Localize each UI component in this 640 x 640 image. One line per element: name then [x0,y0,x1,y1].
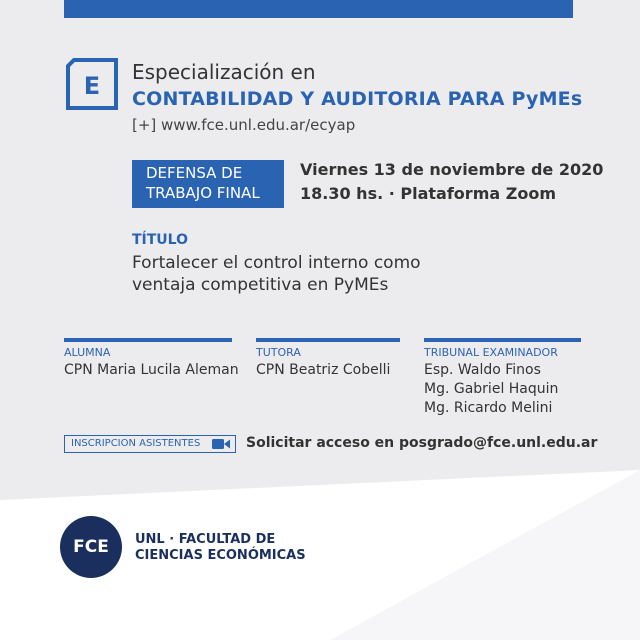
video-camera-icon [212,438,230,450]
tutora-divider [256,338,400,342]
event-time-place: 18.30 hs. · Plataforma Zoom [300,184,556,203]
faculty-line2: CIENCIAS ECONÓMICAS [135,548,306,563]
defensa-badge [132,160,284,208]
tribunal-label: TRIBUNAL EXAMINADOR [424,346,558,359]
program-line1: Especialización en [132,60,316,84]
svg-text:E: E [83,72,101,100]
tribunal-divider [424,338,581,342]
titulo-label: TÍTULO [132,232,188,248]
program-url-link[interactable]: [+] www.fce.unl.edu.ar/ecyap [132,116,356,134]
event-date: Viernes 13 de noviembre de 2020 [300,160,604,179]
specialization-e-icon [66,58,118,110]
alumna-name: CPN Maria Lucila Aleman [64,362,239,378]
titulo-text [132,252,421,296]
tribunal-list [424,361,558,418]
tutora-name: CPN Beatriz Cobelli [256,362,391,378]
tribunal-member: Mg. Gabriel Haquin [424,381,559,397]
top-accent-bar [64,0,573,18]
inscripcion-email-text[interactable]: Solicitar acceso en posgrado@fce.unl.edu.ar [246,435,598,451]
alumna-divider [64,338,232,342]
titulo-line2: ventaja competitiva en PyMEs [132,275,389,295]
fce-logo: FCE [60,516,122,578]
titulo-line1: Fortalecer el control interno como [132,253,421,273]
tribunal-member: Esp. Waldo Finos [424,362,541,378]
alumna-label: ALUMNA [64,346,111,359]
defensa-badge-line2: TRABAJO FINAL [146,184,260,202]
inscripcion-label: INSCRIPCION ASISTENTES [71,438,201,449]
tutora-label: TUTORA [256,346,301,359]
faculty-line1: UNL · FACULTAD DE [135,532,276,547]
defensa-badge-line1: DEFENSA DE [146,164,243,182]
inscripcion-button[interactable] [64,435,236,453]
tribunal-member: Mg. Ricardo Melini [424,400,553,416]
program-title: CONTABILIDAD Y AUDITORIA PARA PyMEs [132,88,583,110]
